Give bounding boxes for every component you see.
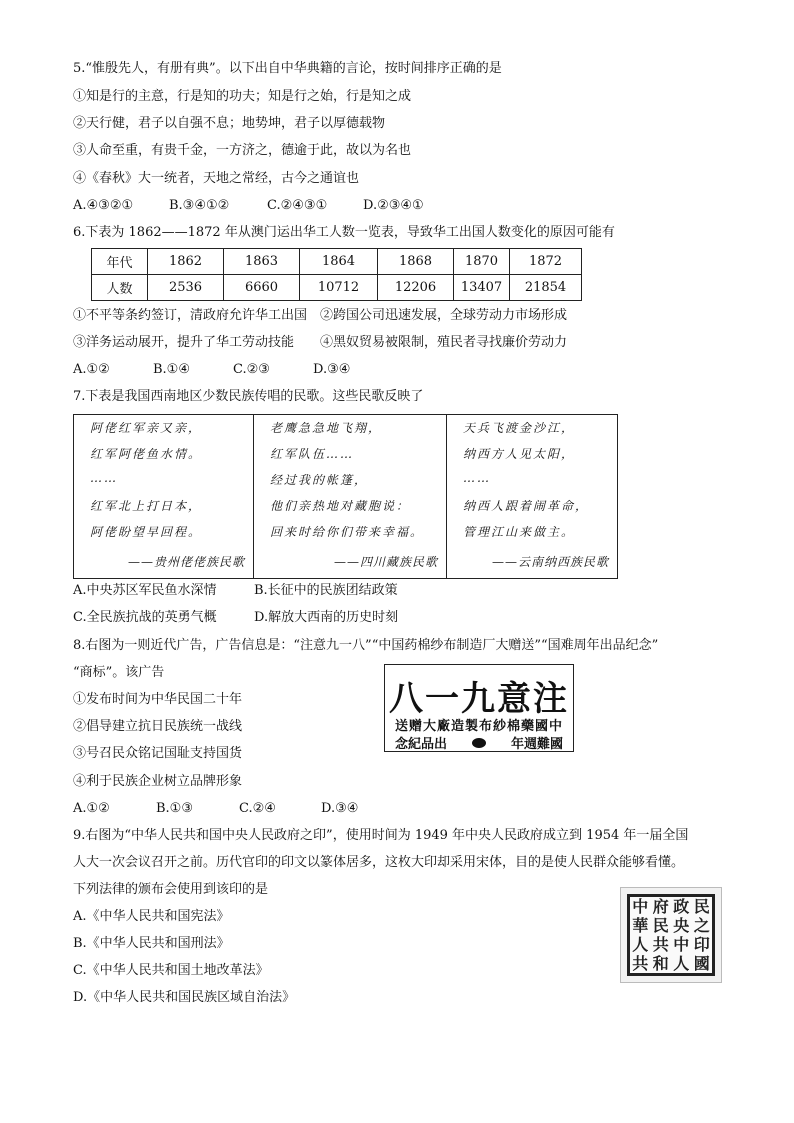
- q5-item-2: ②天行健，君子以自强不息；地势坤，君子以厚德载物: [73, 116, 386, 131]
- q6-option-d[interactable]: D.③④: [313, 362, 351, 377]
- seal-character: 央: [673, 915, 690, 935]
- song-source: ——云南纳西族民歌: [491, 555, 609, 569]
- q5-option-a[interactable]: A.④③②①: [73, 198, 134, 213]
- question-8-stem-cont: “商标”。该广告: [73, 665, 165, 680]
- ad-headline: 八一九意注: [389, 679, 569, 719]
- song-line: 经过我的帐篷，: [270, 473, 369, 487]
- seal-character: 府: [652, 896, 669, 916]
- seal-character: 政: [673, 896, 690, 916]
- question-9-stem-cont: 人大一次会议召开之前。历代官印的印文以篆体居多，这枚大印却采用宋体，目的是使人民群众能够看懂。: [73, 855, 685, 870]
- question-8-stem: 8.右图为一则近代广告，广告信息是：“注意九一八”“中国药棉纱布制造厂大赠送”“国难周年出品纪念”: [73, 638, 659, 653]
- song-line: ……: [463, 471, 491, 485]
- q6-option-c[interactable]: C.②③: [233, 362, 270, 377]
- table-cell: 1863: [224, 249, 300, 275]
- seal-character: 人: [673, 953, 690, 973]
- ad-bottom-left: 念紀品出: [395, 737, 448, 752]
- q7-options-row-1: [73, 582, 398, 600]
- table-cell: 1868: [378, 249, 454, 275]
- table-cell: 1864: [300, 249, 378, 275]
- question-9-stem-cont-2: 下列法律的颁布会使用到该印的是: [73, 882, 269, 897]
- q8-option-b[interactable]: B.①③: [156, 801, 193, 816]
- table-cell: 21854: [510, 275, 582, 301]
- table-cell: 1862: [148, 249, 224, 275]
- q7-option-a[interactable]: A.中央苏区军民鱼水深情: [73, 583, 217, 598]
- ad-bottom: [395, 733, 563, 752]
- table-cell: 1870: [454, 249, 510, 275]
- q9-option-b[interactable]: B.《中华人民共和国刑法》: [73, 936, 230, 951]
- q7-option-c[interactable]: C.全民族抗战的英勇气概: [73, 610, 217, 625]
- table-cell: 6660: [224, 275, 300, 301]
- question-7-stem: 7.下表是我国西南地区少数民族传唱的民歌。这些民歌反映了: [73, 389, 424, 404]
- song-line: 他们亲热地对藏胞说：: [270, 499, 411, 513]
- q6-items-1: ①不平等条约签订，清政府允许华工出国 ②跨国公司迅速发展，全球劳动力市场形成: [73, 308, 568, 323]
- q7-options-row-2: [73, 609, 398, 627]
- song-line: 回来时给你们带来幸福。: [270, 525, 425, 539]
- q7-option-d[interactable]: D.解放大西南的历史时刻: [254, 610, 399, 625]
- seal-character: 國: [693, 953, 710, 973]
- table-header-cell: 年代: [92, 249, 148, 275]
- q9-option-a[interactable]: A.《中华人民共和国宪法》: [73, 909, 230, 924]
- q5-item-1: ①知是行的主意，行是知的功夫；知是行之始，行是知之成: [73, 89, 412, 104]
- q5-option-b[interactable]: B.③④①②: [169, 198, 230, 213]
- seal-character: 中: [632, 896, 649, 916]
- q5-option-d[interactable]: D.②③④①: [363, 198, 424, 213]
- q8-option-c[interactable]: C.②④: [239, 801, 276, 816]
- song-line: 红军队伍……: [270, 447, 355, 461]
- song-line: 阿佬红军亲又亲，: [90, 421, 203, 435]
- seal-character: 印: [693, 934, 710, 954]
- q6-items-2: ③洋务运动展开，提升了华工劳动技能 ④黑奴贸易被限制，殖民者寻找廉价劳动力: [73, 335, 568, 350]
- seal-character: 共: [632, 953, 649, 973]
- table-row: [92, 275, 582, 301]
- q5-option-c[interactable]: C.②④③①: [267, 198, 328, 213]
- song-line: 管理江山来做主。: [463, 525, 576, 539]
- migration-table: [91, 248, 582, 301]
- question-5-stem: 5.“惟殷先人，有册有典”。以下出自中华典籍的言论，按时间排序正确的是: [73, 61, 502, 76]
- seal-face: [627, 894, 715, 976]
- q9-option-d[interactable]: D.《中华人民共和国民族区域自治法》: [73, 990, 296, 1005]
- seal-character: 共: [652, 934, 669, 954]
- q5-options: [73, 197, 424, 215]
- table-cell: 10712: [300, 275, 378, 301]
- seal-character: 之: [693, 915, 710, 935]
- song-line: 天兵飞渡金沙江，: [463, 421, 576, 435]
- ad-middle-text: 送赠大廠造製布紗棉藥國中: [394, 719, 563, 734]
- q5-item-3: ③人命至重，有贵千金，一方济之，德逾于此，故以为名也: [73, 143, 412, 158]
- q7-option-b[interactable]: B.长征中的民族团结政策: [254, 583, 398, 598]
- q8-item-1: ①发布时间为中华民国二十年: [73, 692, 243, 707]
- q6-option-a[interactable]: A.①②: [73, 362, 110, 377]
- seal-character: 民: [652, 915, 669, 935]
- folk-songs-table: [73, 414, 618, 579]
- ad-bottom-right: 年週難國: [510, 737, 563, 752]
- seal-character: 民: [693, 896, 710, 916]
- q5-item-4: ④《春秋》大一统者，天地之常经，古今之通谊也: [73, 171, 360, 186]
- song-sichuan: [254, 415, 447, 578]
- song-source: ——贵州佬佬族民歌: [127, 555, 245, 569]
- q8-item-2: ②倡导建立抗日民族统一战线: [73, 719, 243, 734]
- official-seal-image: [620, 887, 722, 983]
- song-line: 红军北上打日本，: [90, 499, 203, 513]
- table-cell: 1872: [510, 249, 582, 275]
- song-line: 老鹰急急地飞翔，: [270, 421, 383, 435]
- q8-options: [73, 800, 358, 818]
- song-source: ——四川藏族民歌: [333, 555, 438, 569]
- q8-item-4: ④利于民族企业树立品牌形象: [73, 774, 243, 789]
- table-cell: 12206: [378, 275, 454, 301]
- table-cell: 2536: [148, 275, 224, 301]
- song-yunnan: [447, 415, 617, 578]
- question-6-stem: 6.下表为 1862——1872 年从澳门运出华工人数一览表，导致华工出国人数变化的原因可能有: [73, 225, 615, 240]
- song-guizhou: [74, 415, 254, 578]
- seal-character: 中: [673, 934, 690, 954]
- q9-option-c[interactable]: C.《中华人民共和国土地改革法》: [73, 963, 269, 978]
- q6-option-b[interactable]: B.①④: [153, 362, 190, 377]
- table-cell: 13407: [454, 275, 510, 301]
- song-line: 红军阿佬鱼水情。: [90, 447, 203, 461]
- seal-character: 和: [652, 953, 669, 973]
- q8-option-a[interactable]: A.①②: [73, 801, 110, 816]
- song-line: 纳西人跟着闹革命，: [463, 499, 590, 513]
- q8-option-d[interactable]: D.③④: [321, 801, 359, 816]
- trademark-icon: [472, 738, 486, 748]
- seal-character: 華: [632, 915, 649, 935]
- q8-item-3: ③号召民众铭记国耻支持国货: [73, 746, 243, 761]
- advertisement-image: [384, 664, 574, 752]
- question-9-stem: 9.右图为“中华人民共和国中央人民政府之印”，使用时间为 1949 年中央人民政府成立到 1954 年一届全国: [73, 828, 689, 843]
- song-line: ……: [90, 471, 118, 485]
- song-line: 纳西方人见太阳，: [463, 447, 576, 461]
- seal-character: 人: [632, 934, 649, 954]
- table-row: [92, 249, 582, 275]
- song-line: 阿佬盼望早回程。: [90, 525, 203, 539]
- table-header-cell: 人数: [92, 275, 148, 301]
- q6-options: [73, 361, 350, 379]
